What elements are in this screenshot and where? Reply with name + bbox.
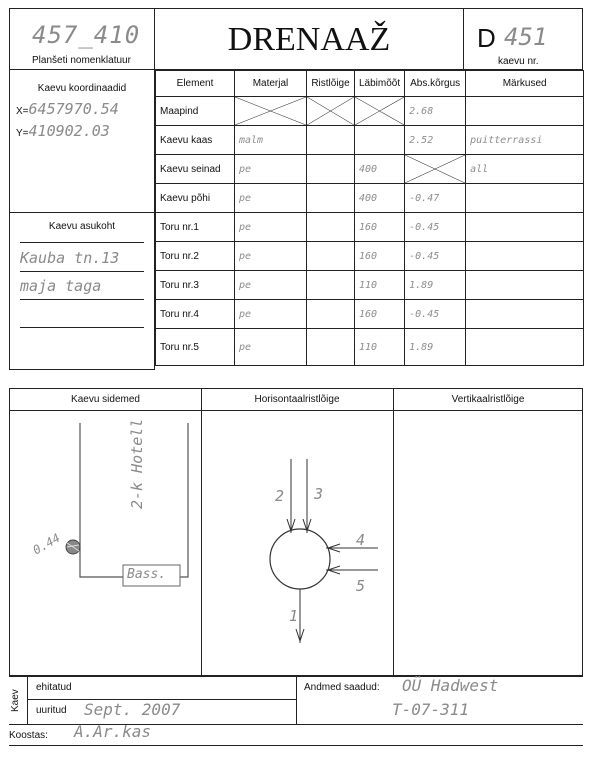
- compiled-label: Koostas:: [9, 730, 48, 741]
- element-table: [155, 70, 584, 366]
- row-material: pe: [235, 213, 307, 242]
- row-notes: [466, 97, 584, 126]
- location-line-b: [20, 299, 144, 300]
- coord-x-value: 6457970.54: [28, 100, 119, 118]
- row-height: 2.52: [405, 126, 466, 155]
- row-element: Toru nr.4: [156, 300, 235, 329]
- table-row: [156, 155, 584, 184]
- row-element: Kaevu seinad: [156, 155, 235, 184]
- row-cross: [307, 242, 355, 271]
- location-label: Kaevu asukoht: [48, 221, 116, 232]
- row-notes: [466, 300, 584, 329]
- data-received-label: Andmed saadud:: [304, 682, 380, 693]
- row-diameter: [355, 126, 405, 155]
- crossed-cell: [235, 97, 307, 126]
- pipe-label-1: 1: [289, 607, 299, 625]
- row-cross: [307, 184, 355, 213]
- row-height: -0.47: [405, 184, 466, 213]
- location-box: [9, 212, 155, 370]
- location-line2: maja taga: [20, 277, 102, 295]
- pipe-label-5: 5: [356, 577, 366, 595]
- row-element: Kaevu kaas: [156, 126, 235, 155]
- sketch-pipe-label: 0.44: [30, 530, 63, 558]
- row-material: pe: [235, 184, 307, 213]
- connections-panel: [9, 388, 583, 676]
- pipe-label-2: 2: [275, 487, 285, 505]
- location-line-a: [20, 271, 144, 272]
- row-material: pe: [235, 242, 307, 271]
- page-title: DRENAAŽ: [227, 21, 391, 58]
- location-line-c: [20, 327, 144, 328]
- header-abs-height: Abs.kõrgus: [405, 71, 466, 97]
- row-notes: [466, 271, 584, 300]
- col-title-horizontal: Horisontaalristlõige: [254, 394, 340, 405]
- row-cross: [307, 300, 355, 329]
- row-diameter: 400: [355, 184, 405, 213]
- location-line1: Kauba tn.13: [20, 249, 120, 267]
- row-notes: [466, 213, 584, 242]
- row-diameter: 160: [355, 213, 405, 242]
- table-row: [156, 213, 584, 242]
- row-element: Maapind: [156, 97, 235, 126]
- row-notes: [466, 329, 584, 366]
- table-row: [156, 242, 584, 271]
- table-row: [156, 126, 584, 155]
- table-row: [156, 184, 584, 213]
- row-element: Toru nr.3: [156, 271, 235, 300]
- row-notes: [466, 184, 584, 213]
- sketch-box-label: Bass.: [127, 567, 167, 582]
- pipe-label-3: 3: [314, 485, 324, 503]
- crossed-cell: [355, 97, 405, 126]
- surveyed-value: Sept. 2007: [84, 700, 181, 719]
- header-material: Materjal: [235, 71, 307, 97]
- row-height: 1.89: [405, 271, 466, 300]
- row-cross: [307, 213, 355, 242]
- built-label: ehitatud: [36, 682, 72, 693]
- well-number-box: [463, 8, 583, 70]
- compiled-bottom-line: [9, 745, 583, 746]
- code-letter: D: [477, 23, 496, 53]
- row-height: -0.45: [405, 300, 466, 329]
- coord-x: [16, 100, 119, 119]
- row-diameter: 110: [355, 329, 405, 366]
- col-divider-2: [393, 389, 394, 675]
- data-received-value: OÜ Hadwest: [402, 676, 499, 695]
- row-height: -0.45: [405, 242, 466, 271]
- plansheet-label: Planšeti nomenklatuur: [32, 55, 131, 66]
- code-number: 451: [504, 23, 548, 51]
- coord-x-label: X=: [16, 106, 29, 117]
- row-element: Toru nr.1: [156, 213, 235, 242]
- data-received-code: T-07-311: [392, 700, 470, 719]
- row-notes: puitterrassi: [466, 126, 584, 155]
- plansheet-value: 457_410: [32, 21, 141, 49]
- coord-y-value: 410902.03: [28, 122, 110, 140]
- row-material: pe: [235, 155, 307, 184]
- col-title-vertical: Vertikaalristlõige: [451, 394, 525, 405]
- table-row: [156, 97, 584, 126]
- row-diameter: 110: [355, 271, 405, 300]
- row-height: 1.89: [405, 329, 466, 366]
- row-diameter: 400: [355, 155, 405, 184]
- table-row: [156, 329, 584, 366]
- row-element: Toru nr.2: [156, 242, 235, 271]
- row-notes: all: [466, 155, 584, 184]
- row-cross: [307, 126, 355, 155]
- row-cross: [307, 271, 355, 300]
- row-cross: [307, 329, 355, 366]
- sketch-building-label: 2-k Hotell: [128, 418, 146, 509]
- coords-label: Kaevu koordinaadid: [37, 83, 127, 94]
- header-notes: Märkused: [466, 71, 584, 97]
- location-line-top: [20, 242, 144, 243]
- crossed-cell: [307, 97, 355, 126]
- title-box: [154, 8, 464, 70]
- table-header-row: [156, 71, 584, 97]
- code-label: kaevu nr.: [498, 56, 539, 67]
- row-material: pe: [235, 271, 307, 300]
- row-material: pe: [235, 329, 307, 366]
- col-title-connections: Kaevu sidemed: [71, 394, 140, 405]
- crossed-cell: [405, 155, 466, 184]
- plansheet-box: [9, 8, 155, 70]
- header-element: Element: [156, 71, 235, 97]
- table-row: [156, 300, 584, 329]
- row-element: Toru nr.5: [156, 329, 235, 366]
- header-cross-section: Ristlõige: [307, 71, 355, 97]
- surveyed-label: uuritud: [36, 705, 67, 716]
- row-height: 2.68: [405, 97, 466, 126]
- header-diameter: Läbimõõt: [355, 71, 405, 97]
- compiled-value: A.Ar.kas: [74, 722, 152, 741]
- row-notes: [466, 242, 584, 271]
- row-diameter: 160: [355, 300, 405, 329]
- row-material: malm: [235, 126, 307, 155]
- row-cross: [307, 155, 355, 184]
- coords-box: [9, 69, 155, 213]
- row-diameter: 160: [355, 242, 405, 271]
- row-element: Kaevu põhi: [156, 184, 235, 213]
- coord-y: [16, 122, 110, 141]
- table-row: [156, 271, 584, 300]
- footer-side-label: Kaev: [10, 689, 21, 712]
- row-material: pe: [235, 300, 307, 329]
- footer-mid-divider: [296, 676, 297, 724]
- row-height: -0.45: [405, 213, 466, 242]
- footer-side-divider: [27, 676, 28, 724]
- coord-y-label: Y=: [16, 128, 29, 139]
- pipe-label-4: 4: [356, 531, 366, 549]
